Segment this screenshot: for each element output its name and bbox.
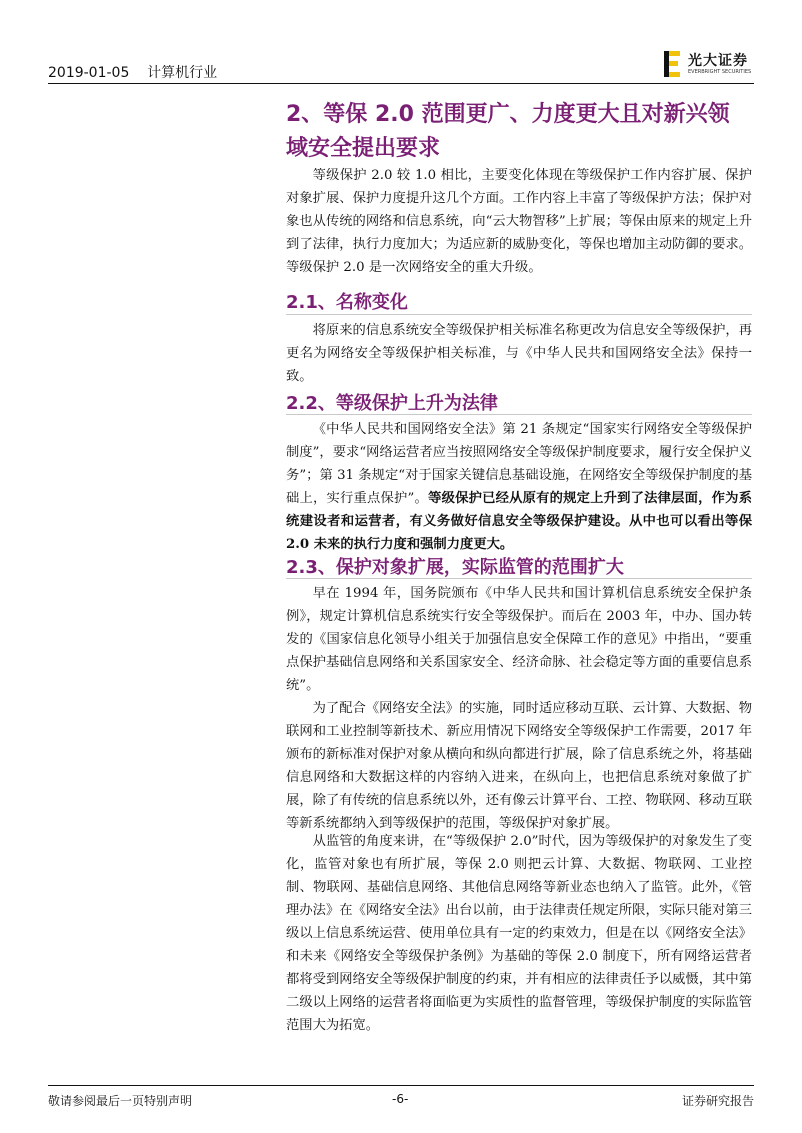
heading-2-2: 2.2、等级保护上升为法律	[286, 393, 498, 414]
paragraph-2-2-plain: 《中华人民共和国网络安全法》第 21 条规定“国家实行网络安全等级保护制度”，要求“网络运营者应当按照网络安全等级保护制度要求，履行安全保护义务”；第 31 条规定“对于国家关键信息基础设施，在网络安全等级保护制度的基础上，实行重点保护”。	[286, 422, 752, 506]
footer-divider	[48, 1085, 754, 1086]
paragraph-2-3-c: 从监管的角度来讲，在“等级保护 2.0”时代，因为等级保护的对象发生了变化，监管对象也有所扩展，等保 2.0 则把云计算、大数据、物联网、工业控制、物联网、基础信息网络、其他信息网络等新业态也纳入了监管。此外，《管理办法》在《网络安全法》出台以前，由于法律责任规定所限，实际只能对第三级以上信息系统运营、使用单位具有一定的约束效力，但是在以《网络安全法》和未来《网络安全等级保护条例》为基础的等保 2.0 制度下，所有网络运营者都将受到网络安全等级保护制度的约束，并有相应的法律责任予以威慑，其中第二级以上网络的运营者将面临更为实质性的监督管理，等级保护制度的实际监管范围大为拓宽。	[286, 834, 752, 1033]
header-date-section: 2019-01-05 计算机行业	[48, 65, 218, 81]
footer-report-type: 证券研究报告	[681, 1094, 754, 1108]
page-number: -6-	[392, 1092, 409, 1106]
heading-2-1-divider	[286, 314, 752, 315]
intro-paragraph: 等级保护 2.0 较 1.0 相比，主要变化体现在等级保护工作内容扩展、保护对象扩展、保护力度提升这几个方面。工作内容上丰富了等级保护方法；保护对象也从传统的网络和信息系统，向“云大物智移”上扩展；等保由原来的规定上升到了法律，执行力度加大；为适应新的威胁变化，等保也增加主动防御的要求。等级保护 2.0 是一次网络安全的重大升级。	[286, 168, 752, 275]
logo-icon	[664, 51, 682, 77]
paragraph-2-2-bold: 等级保护已经从原有的规定上升到了法律层面，作为系统建设者和运营者，有义务做好信息安全等级保护建设。从中也可以看出等保 2.0 未来的执行力度和强制力度更大。	[286, 491, 752, 552]
paragraph-2-3-b: 为了配合《网络安全法》的实施，同时适应移动互联、云计算、大数据、物联网和工业控制等新技术、新应用情况下网络安全等级保护工作需要，2017 年颁布的新标准对保护对象从横向和纵向都进行扩展，除了信息系统之外，将基础信息网络和大数据这样的内容纳入进来，在纵向上，也把信息系统对象做了扩展，除了有传统的信息系统以外，还有像云计算平台、工控、物联网、移动互联等新系统都纳入到等级保护的范围，等级保护对象扩展。	[286, 701, 752, 831]
heading-2-3-divider	[286, 578, 752, 579]
heading-2-1: 2.1、名称变化	[286, 292, 408, 313]
logo-en-text: EVERBRIGHT SECURITIES	[688, 68, 752, 75]
logo-cn-text: 光大证券	[688, 52, 748, 69]
section-title: 2、等保 2.0 范围更广、力度更大且对新兴领域安全提出要求	[286, 102, 730, 161]
header-divider	[48, 83, 754, 84]
paragraph-2-1: 将原来的信息系统安全等级保护相关标准名称更改为信息安全等级保护，再更名为网络安全等级保护相关标准，与《中华人民共和国网络安全法》保持一致。	[286, 323, 752, 384]
footer-disclaimer: 敬请参阅最后一页特别声明	[48, 1094, 193, 1108]
heading-2-2-divider	[286, 414, 752, 415]
company-logo	[664, 50, 751, 78]
paragraph-2-3-a: 早在 1994 年，国务院颁布《中华人民共和国计算机信息系统安全保护条例》，规定计算机信息系统实行安全等级保护。而后在 2003 年，中办、国办转发的《国家信息化领导小组关于加强信息安全保障工作的意见》中指出，“要重点保护基础信息网络和关系国家安全、经济命脉、社会稳定等方面的重要信息系统”。	[286, 586, 752, 693]
heading-2-3: 2.3、保护对象扩展，实际监管的范围扩大	[286, 557, 624, 578]
paragraph-2-2	[286, 418, 752, 556]
